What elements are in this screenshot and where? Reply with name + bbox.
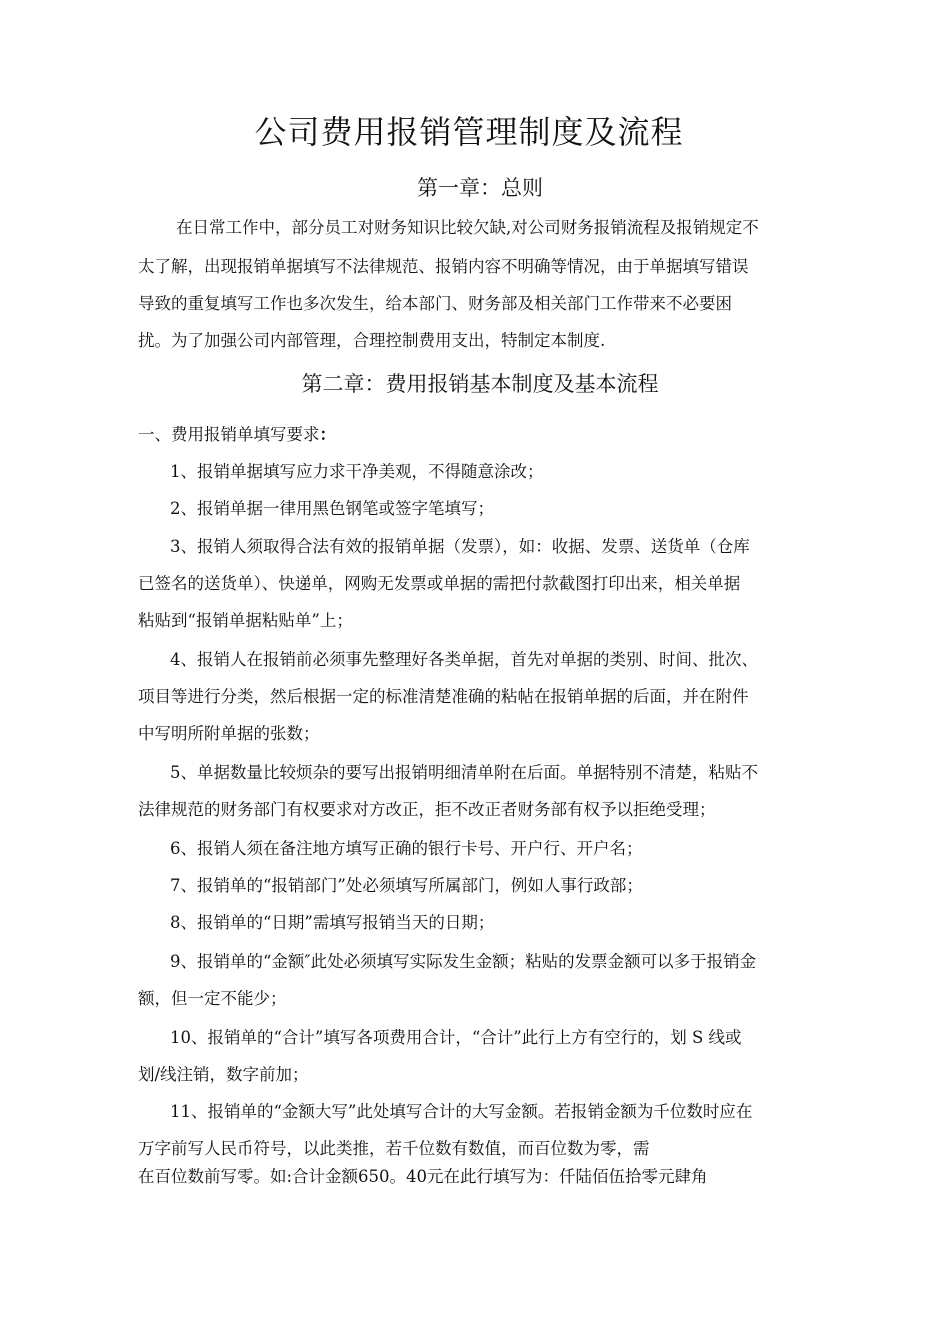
- chapter-2-heading: 第二章：费用报销基本制度及基本流程: [301, 372, 659, 396]
- list-item: 11、报销单的“金额大写”此处填写合计的大写金额。若报销金额为千位数时应在: [170, 1102, 753, 1121]
- list-item: 5、单据数量比较烦杂的要写出报销明细清单附在后面。单据特别不清楚，粘贴不: [170, 763, 758, 782]
- chapter-1-heading: 第一章：总则: [417, 176, 543, 200]
- list-item: 8、报销单的“日期”需填写报销当天的日期；: [170, 913, 495, 932]
- paragraph-line: 在日常工作中，部分员工对财务知识比较欠缺,对公司财务报销流程及报销规定不: [176, 218, 759, 237]
- list-item: 4、报销人在报销前必须事先整理好各类单据，首先对单据的类别、时间、批次、: [170, 650, 758, 669]
- paragraph-line: 导致的重复填写工作也多次发生，给本部门、财务部及相关部门工作带来不必要困: [138, 294, 732, 313]
- list-item-continuation: 法律规范的财务部门有权要求对方改正，拒不改正者财务部有权予以拒绝受理；: [138, 800, 716, 819]
- paragraph-line: 扰。为了加强公司内部管理，合理控制费用支出，特制定本制度.: [138, 331, 606, 350]
- section-heading-colon: ：: [319, 425, 336, 444]
- list-item: 2、报销单据一律用黑色钢笔或签字笔填写；: [170, 499, 494, 518]
- list-item-continuation: 中写明所附单据的张数；: [138, 724, 320, 743]
- section-heading-text: 一、费用报销单填写要求: [138, 425, 320, 444]
- list-item: 6、报销人须在备注地方填写正确的银行卡号、开户行、开户名；: [170, 839, 643, 858]
- list-item: 10、报销单的“合计”填写各项费用合计，“合计”此行上方有空行的，划 S 线或: [170, 1028, 742, 1047]
- list-item: 9、报销单的“金额″此处必须填写实际发生金额；粘贴的发票金额可以多于报销金: [170, 952, 757, 971]
- list-item: 1、报销单据填写应力求干净美观，不得随意涂改；: [170, 462, 544, 481]
- list-item-continuation: 已签名的送货单）、快递单，网购无发票或单据的需把付款截图打印出来，相关单据: [138, 574, 741, 593]
- section-heading: [138, 424, 336, 446]
- document-title: 公司费用报销管理制度及流程: [254, 113, 684, 151]
- list-item-continuation: 万字前写人民币符号，以此类推，若千位数有数值，而百位数为零，需: [138, 1139, 650, 1158]
- list-item-continuation: 在百位数前写零。如:合计金额650。40元在此行填写为：仟陆佰伍拾零元肆角: [138, 1167, 708, 1186]
- list-item-continuation: 划/线注销，数字前加；: [138, 1065, 309, 1084]
- list-item-continuation: 粘贴到“报销单据粘贴单”上；: [138, 611, 353, 630]
- list-item: 3、报销人须取得合法有效的报销单据（发票），如：收据、发票、送货单（仓库: [170, 537, 750, 556]
- list-item-continuation: 项目等进行分类，然后根据一定的标准清楚准确的粘帖在报销单据的后面，并在附件: [138, 687, 749, 706]
- list-item-continuation: 额，但一定不能少；: [138, 989, 287, 1008]
- paragraph-line: 太了解，出现报销单据填写不法律规范、报销内容不明确等情况，由于单据填写错误: [138, 257, 749, 276]
- list-item: 7、报销单的“报销部门”处必须填写所属部门，例如人事行政部；: [170, 876, 643, 895]
